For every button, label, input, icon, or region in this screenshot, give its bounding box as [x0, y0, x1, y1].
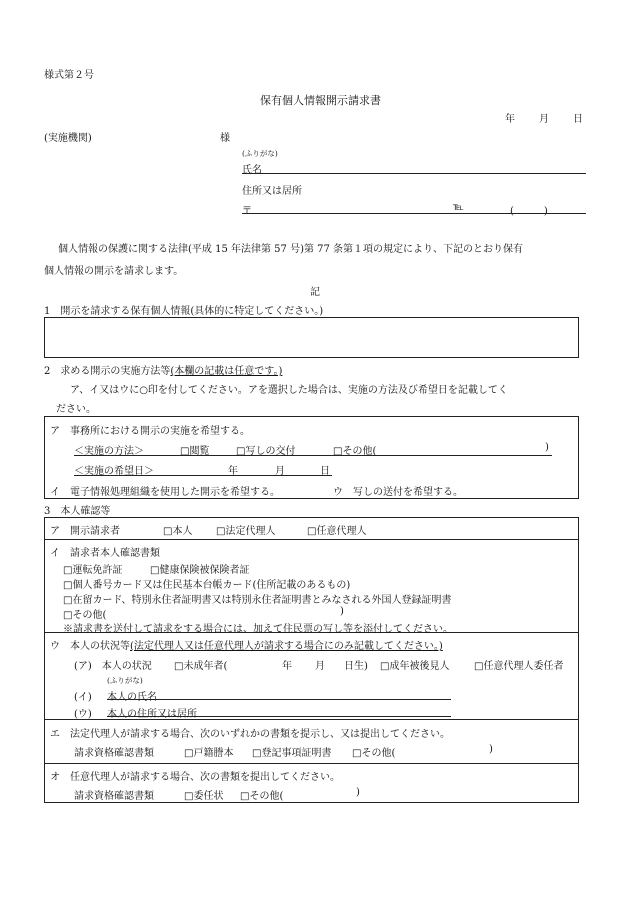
section3-u-label-text: ウ 本人の状況等 [50, 641, 130, 652]
section3-e-label: エ 法定代理人が請求する場合、次のいずれかの書類を提示し、又は提出してください。 [50, 729, 450, 740]
wish-month: 月 [275, 466, 285, 477]
requester-address-label: 住所又は居所 [242, 186, 302, 197]
tel-paren: ( ) [510, 206, 548, 217]
method-option-copy[interactable]: □写しの交付 [236, 446, 296, 457]
legal-doc-other-close: ) [489, 744, 493, 755]
principal-status-label: (ア) 本人の状況 [74, 661, 152, 672]
section3-u-label [50, 637, 443, 652]
method-option-other[interactable]: □その他( [333, 446, 377, 457]
principal-name-line[interactable] [107, 699, 451, 700]
section2-heading-note: (本欄の記載は任意です。) [170, 366, 283, 377]
id-driver-license[interactable]: □運転免許証 [63, 565, 123, 576]
divider [44, 539, 579, 540]
requester-type-legal[interactable]: □法定代理人 [216, 526, 276, 537]
requester-type-self[interactable]: □本人 [163, 526, 193, 537]
intro-line-2: 個人情報の開示を請求します。 [44, 266, 184, 277]
requester-type-voluntary[interactable]: □任意代理人 [307, 526, 367, 537]
id-other-close: ) [340, 606, 344, 617]
section3-a-label: ア 開示請求者 [50, 526, 120, 537]
voluntary-doc-power-of-attorney[interactable]: □委任状 [184, 791, 224, 802]
section3-i-label: イ 請求者本人確認書類 [50, 548, 160, 559]
method-underline [74, 455, 552, 456]
tel-label: ℡ [453, 202, 464, 213]
principal-address-prefix: (ウ) [74, 709, 92, 720]
principal-name-prefix: (イ) [74, 692, 92, 703]
postal-mark: 〒 [242, 206, 252, 217]
intro-line-1: 個人情報の保護に関する法律(平成 15 年法律第 57 号)第 77 条第１項の規定により、下記のとおり保有 [58, 244, 524, 255]
wish-day: 日 [320, 466, 330, 477]
principal-adult-ward[interactable]: □成年被後見人 [380, 661, 450, 672]
minor-year: 年 [282, 661, 292, 672]
principal-name-label: 本人の氏名 [107, 692, 157, 703]
method-label: ＜実施の方法＞ [74, 446, 144, 457]
section3-o-label: オ 任意代理人が請求する場合、次の書類を提出してください。 [50, 772, 340, 783]
method-option-view[interactable]: □閲覧 [180, 446, 210, 457]
principal-address-label: 本人の住所又は居所 [107, 709, 197, 720]
divider [44, 763, 579, 764]
section2-heading-text: 2 求める開示の実施方法等 [44, 366, 171, 377]
section2-instruction-1: ア、イ又はウに○印を付してください。アを選択した場合は、実施の方法及び希望日を記載してく [70, 385, 508, 396]
option-u-mail[interactable]: ウ 写しの送付を希望する。 [333, 487, 463, 498]
id-health-insurance[interactable]: □健康保険被保険者証 [150, 565, 250, 576]
section1-input-box[interactable] [44, 317, 579, 358]
legal-docs-label: 請求資格確認書類 [74, 748, 154, 759]
principal-address-line[interactable] [107, 716, 451, 717]
option-i-electronic[interactable]: イ 電子情報処理組織を使用した開示を希望する。 [50, 487, 280, 498]
form-number: 様式第２号 [44, 70, 94, 81]
id-mynumber-card[interactable]: □個人番号カード又は住民基本台帳カード(住所記載のあるもの) [63, 580, 351, 591]
requester-address-line[interactable] [242, 213, 586, 214]
date-month-unit: 月 [539, 114, 549, 125]
principal-furigana: (ふりがな) [107, 676, 143, 685]
voluntary-docs-label: 請求資格確認書類 [74, 791, 154, 802]
document-title: 保有個人情報開示請求書 [260, 94, 381, 107]
minor-month: 月 [315, 661, 325, 672]
method-other-close: ) [545, 442, 549, 453]
agency-honorific: 様 [220, 133, 230, 144]
date-year-unit: 年 [505, 114, 515, 125]
ki-mark: 記 [310, 287, 320, 298]
id-note: ※請求書を送付して請求をする場合には、加えて住民票の写し等を添付してください。 [63, 624, 453, 635]
date-day-unit: 日 [573, 114, 583, 125]
legal-doc-other[interactable]: □その他( [352, 748, 396, 759]
id-other[interactable]: □その他( [63, 610, 107, 621]
section2-heading [44, 362, 282, 377]
requester-name-label: 氏名 [242, 165, 262, 176]
agency-label: (実施機関) [44, 133, 92, 144]
section3-heading: 3 本人確認等 [44, 506, 111, 517]
minor-day: 日生) [344, 661, 368, 672]
legal-doc-registry-certificate[interactable]: □登記事項証明書 [252, 748, 332, 759]
section3-u-note: (法定代理人又は任意代理人が請求する場合にのみ記載してください。) [130, 641, 443, 652]
legal-doc-family-register[interactable]: □戸籍謄本 [184, 748, 234, 759]
wish-year: 年 [228, 466, 238, 477]
principal-minor[interactable]: □未成年者( [174, 661, 228, 672]
option-a-office[interactable]: ア 事務所における開示の実施を希望する。 [50, 426, 250, 437]
date-label: ＜実施の希望日＞ [74, 466, 154, 477]
voluntary-doc-other-close: ) [356, 787, 360, 798]
section1-heading: 1 開示を請求する保有個人情報(具体的に特定してください。) [44, 306, 324, 317]
id-residence-card[interactable]: □在留カード、特別永住者証明書又は特別永住者証明書とみなされる外国人登録証明書 [63, 595, 452, 606]
voluntary-doc-other[interactable]: □その他( [240, 791, 284, 802]
requester-name-line[interactable] [242, 173, 586, 174]
section2-instruction-2: ださい。 [56, 404, 96, 415]
date-underline[interactable] [74, 475, 332, 476]
requester-furigana: (ふりがな) [242, 149, 278, 158]
principal-proxy-principal[interactable]: □任意代理人委任者 [474, 661, 564, 672]
